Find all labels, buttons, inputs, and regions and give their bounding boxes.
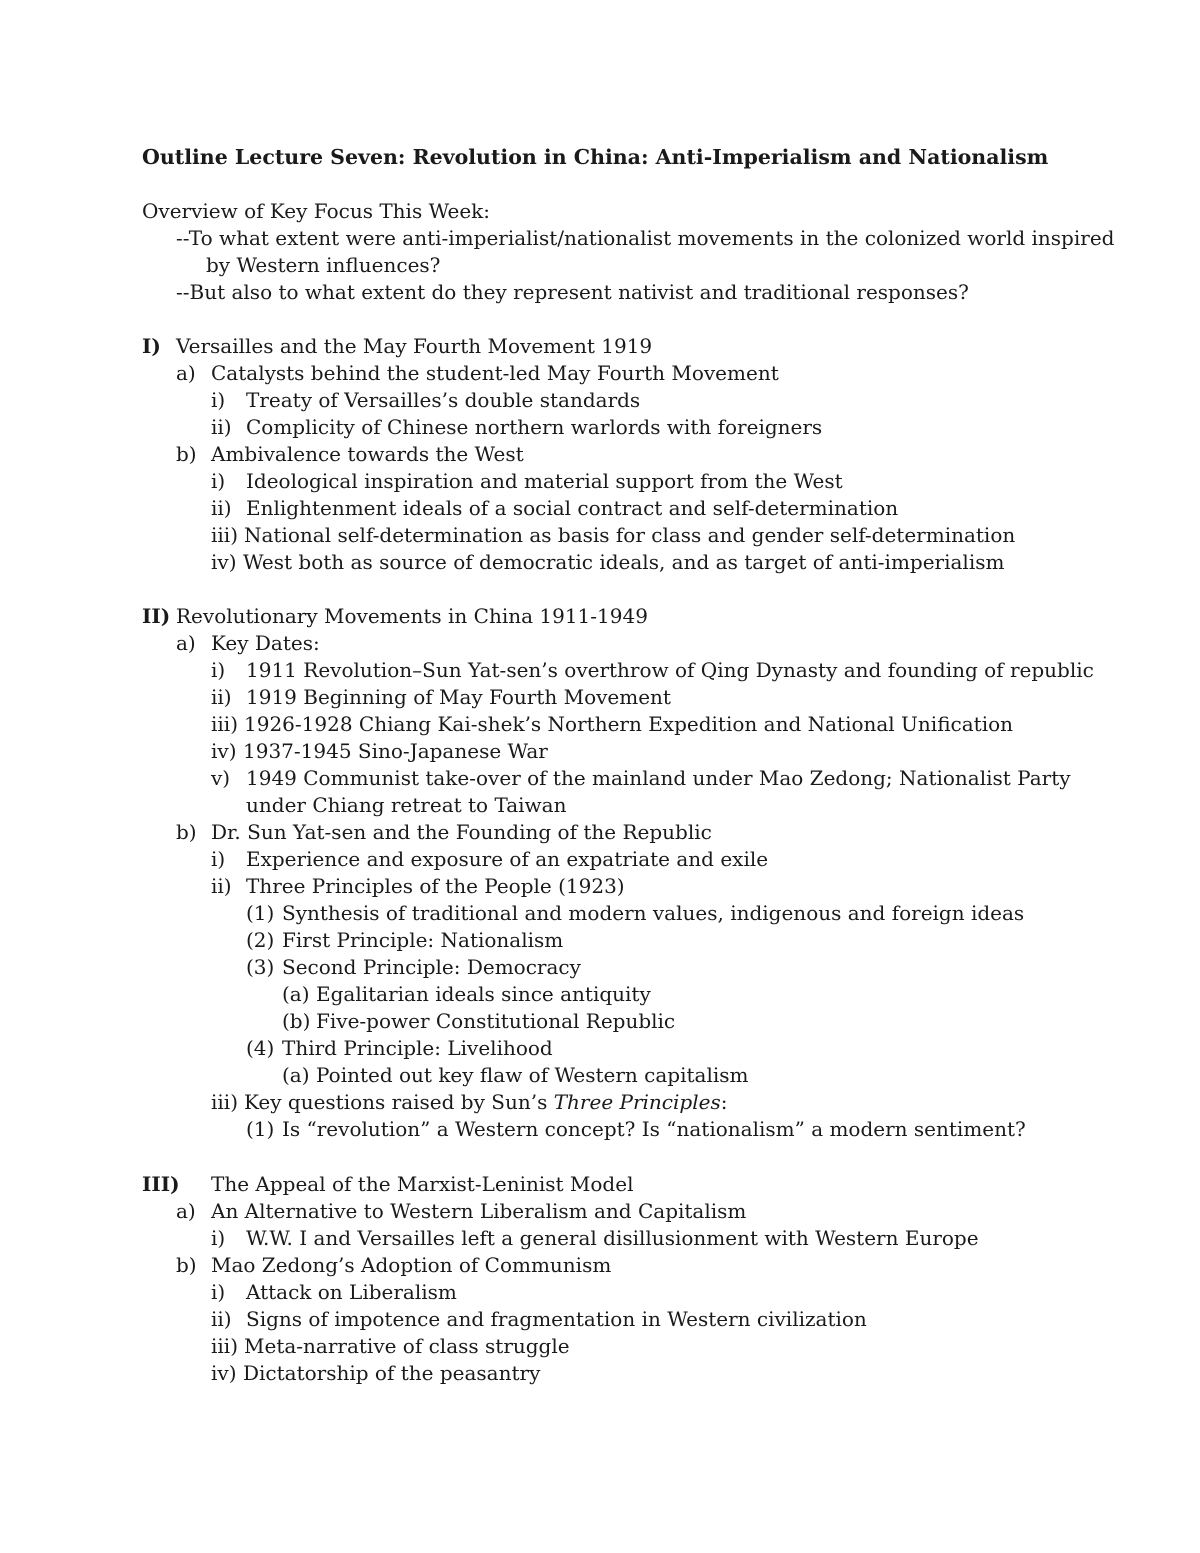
item-text: Third Principle: Livelihood <box>282 1036 553 1060</box>
item-label: a) <box>176 631 196 655</box>
outline-item <box>211 711 1200 738</box>
item-label: i) <box>211 469 226 493</box>
outline-item <box>211 657 1200 684</box>
item-text: under Chiang retreat to Taiwan <box>246 793 567 817</box>
item-label: ii) <box>211 415 232 439</box>
item-label: i) <box>211 388 226 412</box>
outline-item <box>211 1360 1200 1387</box>
outline-item <box>211 495 1200 522</box>
item-text: Attack on Liberalism <box>246 1280 457 1304</box>
item-text: West both as source of democratic ideals, and as target of anti-imperialism <box>243 550 1005 574</box>
item-text: Second Principle: Democracy <box>282 955 581 979</box>
item-text: Treaty of Versailles’s double standards <box>246 388 641 412</box>
outline-item <box>211 873 1200 900</box>
item-text: 1919 Beginning of May Fourth Movement <box>246 685 671 709</box>
item-label: v) <box>211 766 231 790</box>
item-text: Catalysts behind the student-led May Fourth Movement <box>211 361 779 385</box>
item-label: iv) <box>211 1361 237 1385</box>
outline-item <box>211 1279 1200 1306</box>
item-label: (4) <box>246 1036 275 1060</box>
item-label: ii) <box>211 685 232 709</box>
item-label: iii) <box>211 712 238 736</box>
item-text: Experience and exposure of an expatriate and exile <box>246 847 769 871</box>
outline-item <box>176 441 1176 468</box>
outline-item <box>282 1008 1200 1035</box>
document-title: Outline Lecture Seven: Revolution in China: Anti-Imperialism and Nationalism <box>142 145 1049 169</box>
outline-item <box>211 1089 1200 1116</box>
section-label: II) <box>142 604 171 628</box>
item-text: Ideological inspiration and material support from the West <box>246 469 843 493</box>
outline-item <box>211 765 1200 792</box>
outline-item <box>176 360 1176 387</box>
outline-item <box>246 1035 1200 1062</box>
outline-item <box>246 954 1200 981</box>
item-label: (2) <box>246 928 275 952</box>
item-text: Key Dates: <box>211 631 320 655</box>
outline-item <box>211 387 1200 414</box>
item-label: (a) <box>282 982 310 1006</box>
overview-heading: Overview of Key Focus This Week: <box>142 199 491 223</box>
section-title: The Appeal of the Marxist-Leninist Model <box>211 1172 634 1196</box>
item-label: i) <box>211 1280 226 1304</box>
overview-line: --But also to what extent do they represent nativist and traditional responses? <box>176 280 969 304</box>
item-label: a) <box>176 1199 196 1223</box>
item-label: ii) <box>211 874 232 898</box>
outline-item <box>211 549 1200 576</box>
outline-item <box>246 900 1200 927</box>
item-text: Key questions raised by Sun’s Three Principles: <box>244 1090 728 1114</box>
item-text: Synthesis of traditional and modern values, indigenous and foreign ideas <box>282 901 1025 925</box>
outline-item <box>176 630 1176 657</box>
item-text: W.W. I and Versailles left a general disillusionment with Western Europe <box>246 1226 979 1250</box>
item-text: Three Principles of the People (1923) <box>246 874 625 898</box>
outline-item <box>246 927 1200 954</box>
item-label: (1) <box>246 901 275 925</box>
item-text: Complicity of Chinese northern warlords with foreigners <box>246 415 823 439</box>
section-heading <box>142 603 1142 630</box>
item-text: Signs of impotence and fragmentation in Western civilization <box>246 1307 867 1331</box>
item-label: iii) <box>211 523 238 547</box>
outline-item <box>282 981 1200 1008</box>
section-label: III) <box>142 1172 180 1196</box>
item-label: (b) <box>282 1009 311 1033</box>
item-label: iv) <box>211 739 237 763</box>
overview-line: --To what extent were anti-imperialist/nationalist movements in the colonized world inspired <box>176 226 1115 250</box>
item-text: Enlightenment ideals of a social contract and self-determination <box>246 496 899 520</box>
item-text: An Alternative to Western Liberalism and Capitalism <box>211 1199 747 1223</box>
item-text: National self-determination as basis for class and gender self-determination <box>244 523 1016 547</box>
item-label: (1) <box>246 1117 275 1141</box>
section-label: I) <box>142 334 161 358</box>
item-text: 1937-1945 Sino-Japanese War <box>243 739 548 763</box>
section-heading <box>142 333 1142 360</box>
item-text: Pointed out key flaw of Western capitalism <box>316 1063 749 1087</box>
item-text: 1926-1928 Chiang Kai-shek’s Northern Expedition and National Unification <box>244 712 1014 736</box>
outline-item <box>246 1116 1200 1143</box>
item-text: Ambivalence towards the West <box>211 442 524 466</box>
item-text: Meta-narrative of class struggle <box>244 1334 570 1358</box>
item-text: 1949 Communist take-over of the mainland under Mao Zedong; Nationalist Party <box>246 766 1071 790</box>
item-text: Egalitarian ideals since antiquity <box>316 982 651 1006</box>
item-text: Five-power Constitutional Republic <box>316 1009 676 1033</box>
outline-item <box>211 738 1200 765</box>
section-heading <box>142 1171 1142 1198</box>
item-text: Dictatorship of the peasantry <box>243 1361 541 1385</box>
item-label: b) <box>176 442 197 466</box>
item-label: ii) <box>211 1307 232 1331</box>
outline-item <box>211 1333 1200 1360</box>
item-label: (a) <box>282 1063 310 1087</box>
item-text: Dr. Sun Yat-sen and the Founding of the Republic <box>211 820 712 844</box>
item-label: a) <box>176 361 196 385</box>
outline-item <box>211 846 1200 873</box>
outline-item <box>246 792 1200 819</box>
item-label: b) <box>176 1253 197 1277</box>
outline-item <box>176 1252 1176 1279</box>
overview-line: by Western influences? <box>206 253 441 277</box>
outline-item <box>211 468 1200 495</box>
outline-item <box>211 522 1200 549</box>
item-label: (3) <box>246 955 275 979</box>
item-label: ii) <box>211 496 232 520</box>
outline-item <box>211 1306 1200 1333</box>
item-label: iii) <box>211 1090 238 1114</box>
section-title: Versailles and the May Fourth Movement 1919 <box>176 334 653 358</box>
item-label: i) <box>211 1226 226 1250</box>
item-italic-text: Three Principles <box>553 1090 721 1114</box>
item-text: 1911 Revolution–Sun Yat-sen’s overthrow of Qing Dynasty and founding of republic <box>246 658 1094 682</box>
item-label: i) <box>211 658 226 682</box>
outline-item <box>176 819 1176 846</box>
outline-item <box>211 414 1200 441</box>
item-label: i) <box>211 847 226 871</box>
outline-item <box>176 1198 1176 1225</box>
section-title: Revolutionary Movements in China 1911-1949 <box>176 604 648 628</box>
outline-item <box>282 1062 1200 1089</box>
item-label: b) <box>176 820 197 844</box>
item-text: Is “revolution” a Western concept? Is “nationalism” a modern sentiment? <box>282 1117 1026 1141</box>
outline-item <box>211 1225 1200 1252</box>
outline-item <box>211 684 1200 711</box>
item-text: Mao Zedong’s Adoption of Communism <box>211 1253 612 1277</box>
item-label: iv) <box>211 550 237 574</box>
item-label: iii) <box>211 1334 238 1358</box>
item-text: First Principle: Nationalism <box>282 928 564 952</box>
